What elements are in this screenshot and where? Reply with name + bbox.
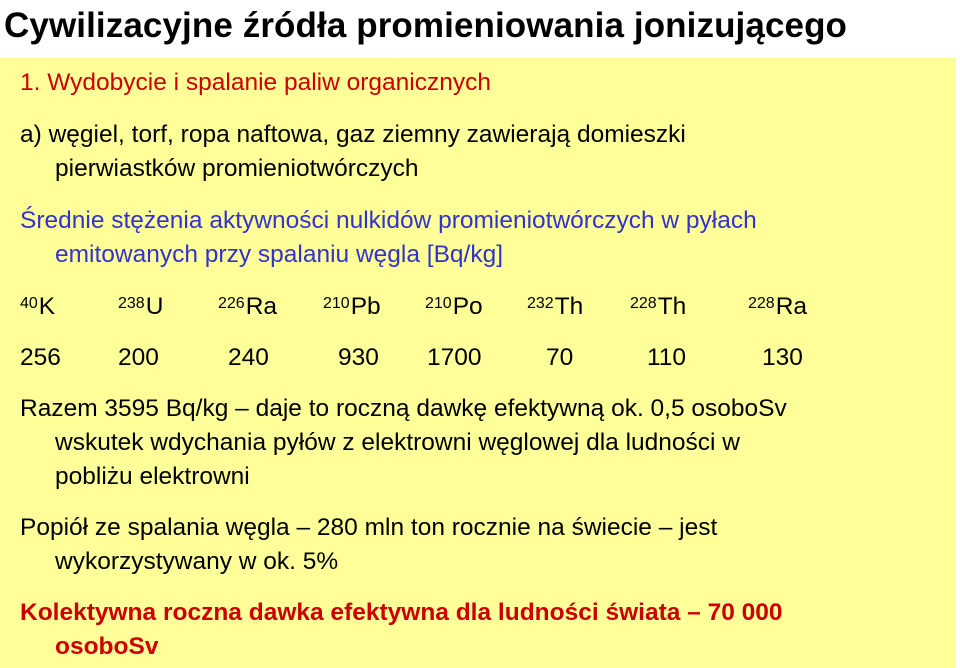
- content-panel: [0, 58, 956, 668]
- isotope-u238: $^{238}$U: [118, 293, 164, 320]
- slide-title: Cywilizacyjne źródła promieniowania jonizującego: [4, 6, 848, 45]
- total-line-2: wskutek wdychania pyłów z elektrowni węglowej dla ludności w: [55, 429, 740, 456]
- isotope-ra228: $^{228}$Ra: [748, 293, 808, 320]
- isotope-th228: $^{228}$Th: [630, 293, 687, 320]
- collective-dose-line-2: osoboSv: [55, 633, 159, 660]
- value-ra228: 130: [762, 344, 803, 371]
- concentrations-line-1: Średnie stężenia aktywności nulkidów promieniotwórczych w pyłach: [20, 207, 757, 234]
- value-ra226: 240: [228, 344, 269, 371]
- concentrations-line-2: emitowanych przy spalaniu węgla [Bq/kg]: [55, 241, 504, 268]
- isotope-ra226: $^{226}$Ra: [218, 293, 278, 320]
- isotope-po210: $^{210}$Po: [425, 293, 483, 320]
- isotope-pb210: $^{210}$Pb: [323, 293, 381, 320]
- isotope-k40: $^{40}$K: [20, 293, 56, 320]
- total-line-3: pobliżu elektrowni: [55, 463, 250, 490]
- isotope-th232: $^{232}$Th: [527, 293, 584, 320]
- ash-line-1: Popiół ze spalania węgla – 280 mln ton rocznie na świecie – jest: [20, 514, 718, 541]
- section-heading: 1. Wydobycie i spalanie paliw organicznych: [20, 69, 491, 96]
- value-u238: 200: [118, 344, 159, 371]
- value-k40: 256: [20, 344, 61, 371]
- total-line-1: Razem 3595 Bq/kg – daje to roczną dawkę efektywną ok. 0,5 osoboSv: [20, 395, 787, 422]
- point-a-line-2: pierwiastków promieniotwórczych: [55, 155, 419, 182]
- point-a-line-1: a) węgiel, torf, ropa naftowa, gaz ziemny zawierają domieszki: [20, 121, 686, 148]
- ash-line-2: wykorzystywany w ok. 5%: [55, 548, 339, 575]
- value-po210: 1700: [427, 344, 482, 371]
- value-pb210: 930: [338, 344, 379, 371]
- collective-dose-line-1: Kolektywna roczna dawka efektywna dla ludności świata – 70 000: [20, 599, 783, 626]
- value-th228: 110: [647, 344, 687, 371]
- value-th232: 70: [546, 344, 574, 371]
